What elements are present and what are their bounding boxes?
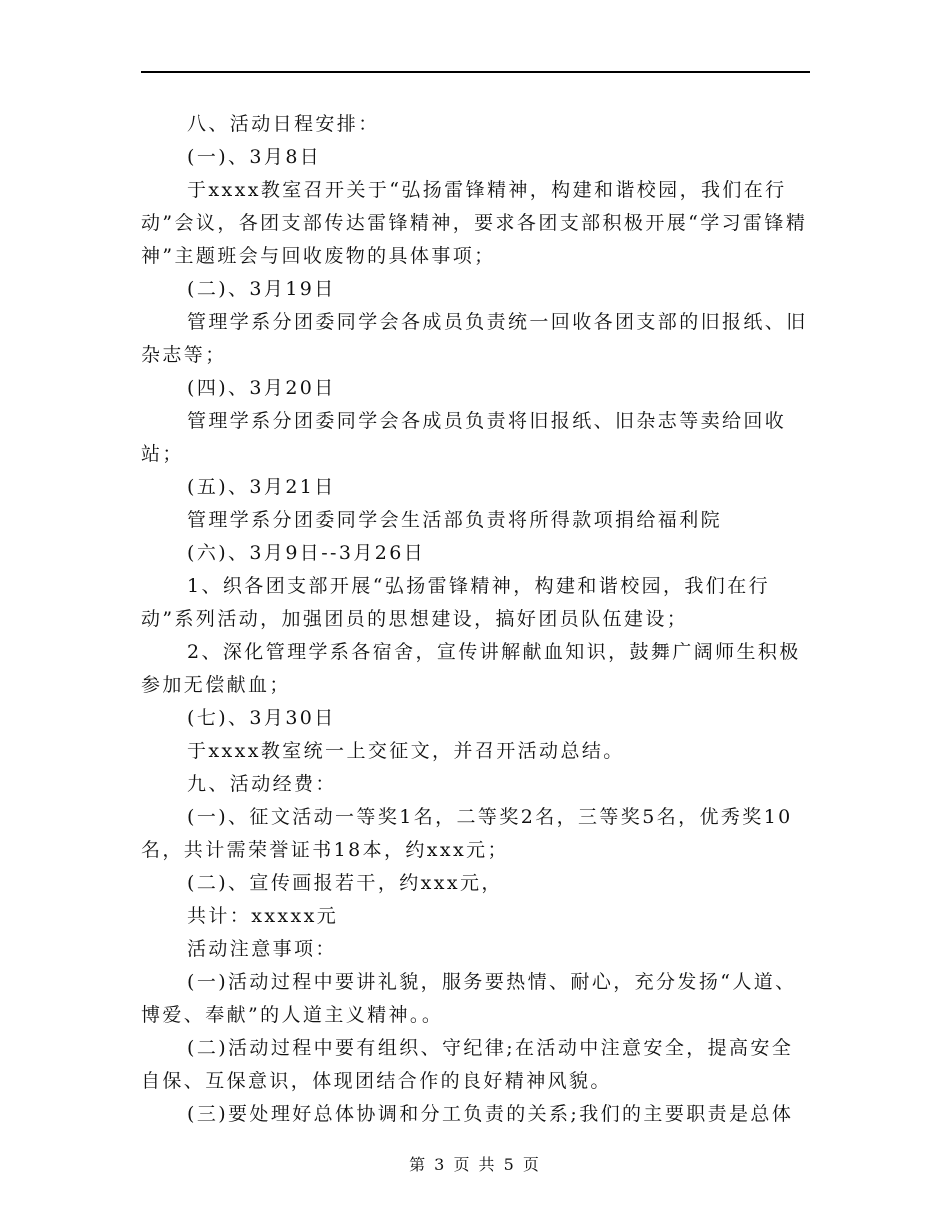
paragraph: 管理学系分团委同学会各成员负责统一回收各团支部的旧报纸、旧杂志等； <box>141 311 808 366</box>
paragraph: (七)、3月30日 <box>187 707 336 729</box>
paragraph: 于xxxx教室召开关于“弘扬雷锋精神，构建和谐校园，我们在行动”会议，各团支部传达雷锋精神，要求各团支部积极开展“学习雷锋精神”主题班会与回收废物的具体事项； <box>141 179 808 267</box>
paragraph: 八、活动日程安排： <box>187 113 380 135</box>
paragraph: 共计：xxxxx元 <box>187 905 339 927</box>
paragraph: (六)、3月9日--3月26日 <box>187 542 426 564</box>
paragraph: (二)、3月19日 <box>187 278 336 300</box>
paragraph: 2、深化管理学系各宿舍，宣传讲解献血知识，鼓舞广阔师生积极参加无偿献血； <box>141 641 801 696</box>
paragraph: (三)要处理好总体协调和分工负责的关系;我们的主要职责是总体 <box>187 1103 794 1125</box>
paragraph: 于xxxx教室统一上交征文，并召开活动总结。 <box>187 740 625 762</box>
paragraph: 活动注意事项： <box>187 938 337 960</box>
document-body <box>141 108 810 1131</box>
paragraph: 1、织各团支部开展“弘扬雷锋精神，构建和谐校园，我们在行动”系列活动，加强团员的思想建设，搞好团员队伍建设； <box>141 575 771 630</box>
paragraph: (一)、3月8日 <box>187 146 322 168</box>
paragraph: (二)、宣传画报若干，约xxx元， <box>187 872 503 894</box>
page-number: 第 3 页 共 5 页 <box>409 1155 541 1174</box>
paragraph: (一)活动过程中要讲礼貌，服务要热情、耐心，充分发扬“人道、博爱、奉献”的人道主义精神。。 <box>141 971 797 1026</box>
paragraph: 管理学系分团委同学会生活部负责将所得款项捐给福利院 <box>187 509 723 531</box>
paragraph: (五)、3月21日 <box>187 476 336 498</box>
paragraph: (四)、3月20日 <box>187 377 336 399</box>
paragraph: (一)、征文活动一等奖1名，二等奖2名，三等奖5名，优秀奖10名，共计需荣誉证书18本，约xxx元； <box>141 806 793 861</box>
paragraph: 九、活动经费： <box>187 773 337 795</box>
paragraph: 管理学系分团委同学会各成员负责将旧报纸、旧杂志等卖给回收站； <box>141 410 787 465</box>
paragraph: (二)活动过程中要有组织、守纪律;在活动中注意安全，提高安全自保、互保意识，体现团结合作的良好精神风貌。 <box>141 1037 794 1092</box>
header-rule <box>141 71 810 73</box>
